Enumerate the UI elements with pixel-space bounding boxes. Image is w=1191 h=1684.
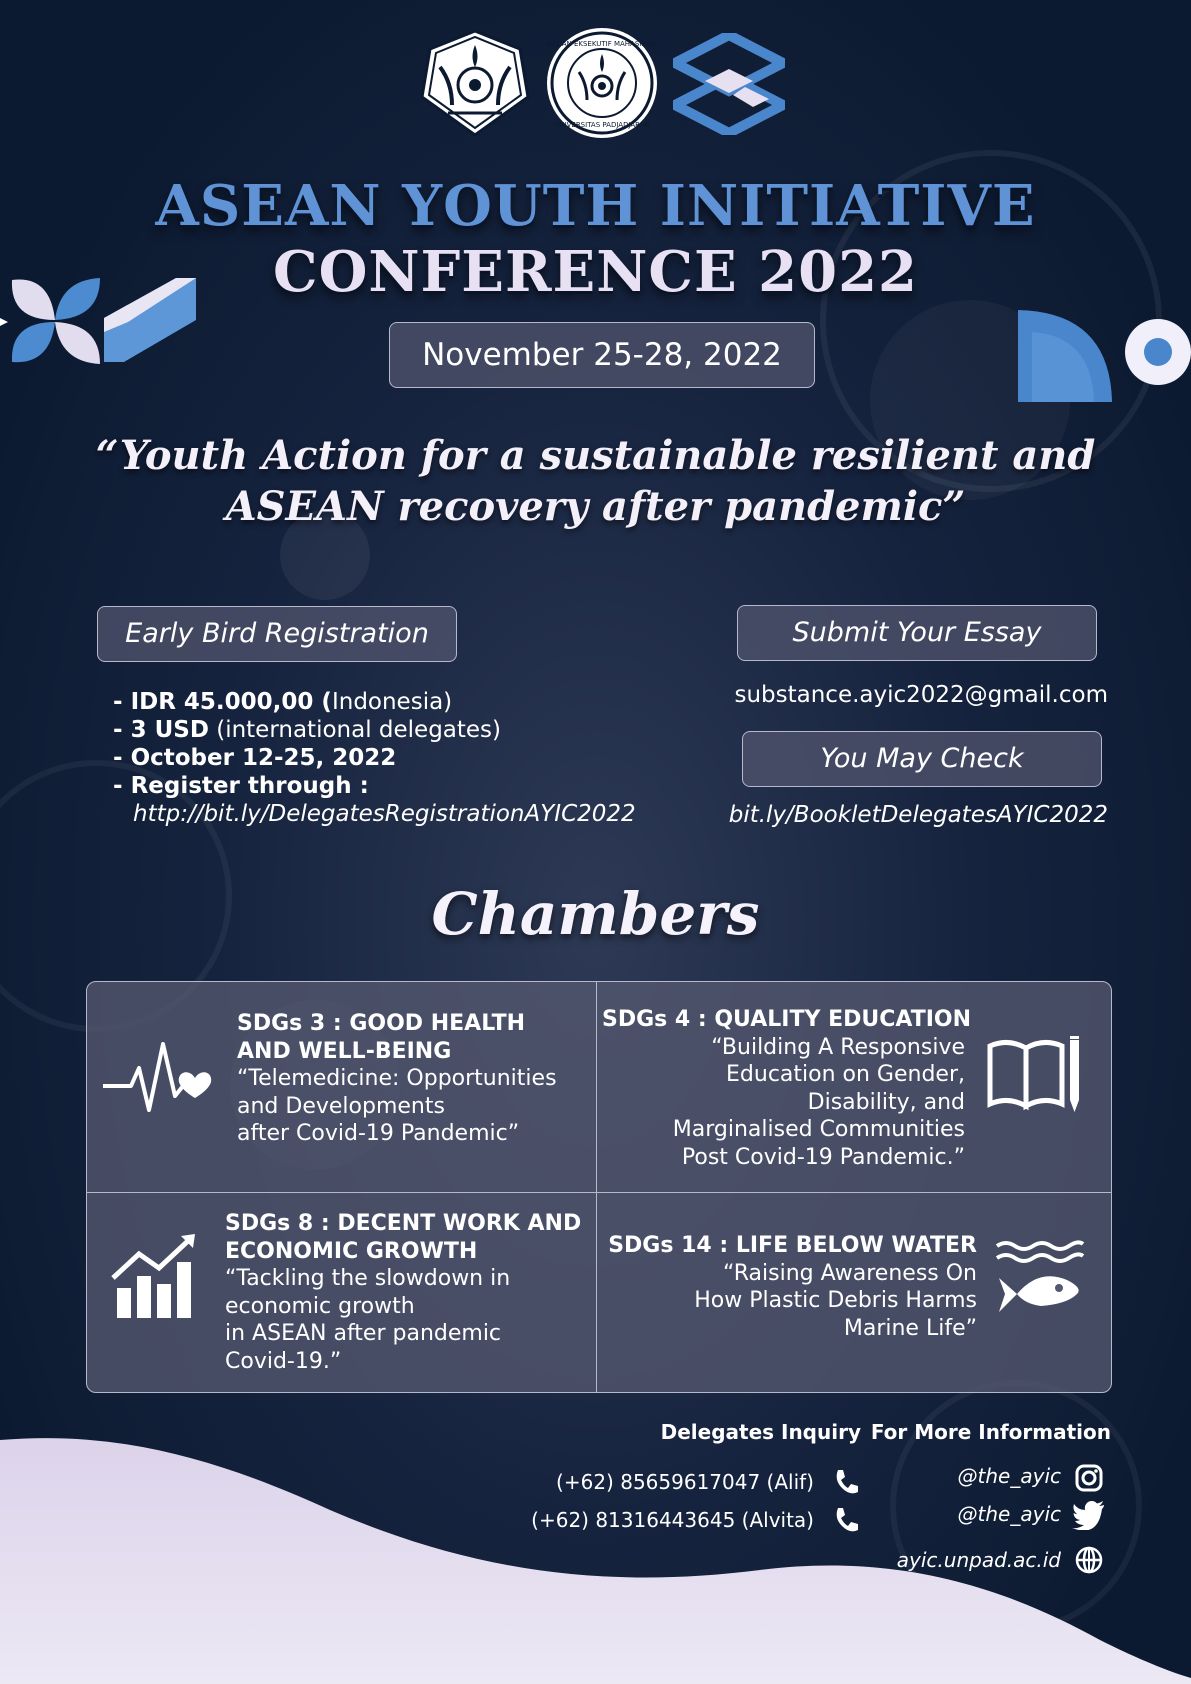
event-date-badge: November 25-28, 2022	[389, 322, 815, 388]
fish-waves-icon	[995, 1238, 1085, 1318]
ayic-logo	[673, 33, 785, 135]
grid-divider-horizontal	[87, 1192, 1111, 1193]
fee-usd-line: - 3 USD (international delegates)	[113, 717, 502, 743]
phone-icon	[832, 1506, 860, 1534]
bem-unpad-seal	[545, 26, 659, 140]
grid-divider-vertical	[596, 982, 597, 1392]
decor-quarter-circle	[1016, 308, 1191, 404]
chamber-sdg14	[608, 1232, 977, 1342]
chamber-topic: “Raising Awareness On	[723, 1260, 977, 1286]
chamber-heading: SDGs 4 : QUALITY EDUCATION	[602, 1007, 971, 1032]
chamber-topic: Marginalised Communities	[672, 1117, 965, 1142]
chamber-topic: Education on Gender,	[726, 1062, 965, 1087]
early-bird-label: Early Bird Registration	[97, 606, 457, 662]
svg-text:BADAN EKSEKUTIF MAHASISWA: BADAN EKSEKUTIF MAHASISWA	[546, 40, 658, 48]
contact-alif[interactable]: (+62) 85659617047 (Alif)	[556, 1470, 814, 1494]
booklet-link[interactable]: bit.ly/BookletDelegatesAYIC2022	[728, 802, 1108, 828]
book-pencil-icon	[986, 1034, 1086, 1114]
chambers-heading: Chambers	[431, 880, 760, 948]
fee-idr-line: - IDR 45.000,00 (Indonesia)	[113, 689, 453, 715]
registration-details	[113, 688, 636, 828]
chamber-topic: Covid-19.”	[225, 1348, 342, 1374]
growth-chart-icon	[111, 1232, 197, 1318]
phone-icon	[832, 1468, 860, 1496]
register-through-line: - Register through :	[113, 773, 369, 799]
chambers-grid	[86, 981, 1112, 1393]
period-line: - October 12-25, 2022	[113, 745, 397, 771]
chamber-topic: “Building A Responsive	[711, 1034, 965, 1060]
tagline-line-1: “Youth Action for a sustainable resilient and	[95, 432, 1096, 479]
instagram-handle[interactable]: @the_ayic	[957, 1464, 1061, 1488]
title-line-2: CONFERENCE 2022	[273, 239, 918, 305]
essay-email-link[interactable]: substance.ayic2022@gmail.com	[734, 682, 1108, 708]
globe-icon	[1074, 1545, 1104, 1575]
contact-alvita[interactable]: (+62) 81316443645 (Alvita)	[531, 1508, 814, 1532]
website-link[interactable]: ayic.unpad.ac.id	[896, 1548, 1061, 1572]
more-info-heading: For More Information	[870, 1420, 1111, 1444]
chamber-heading: ECONOMIC GROWTH	[225, 1238, 478, 1264]
twitter-handle[interactable]: @the_ayic	[957, 1502, 1061, 1526]
chamber-topic: How Plastic Debris Harms	[694, 1288, 977, 1313]
chamber-sdg3	[237, 1010, 557, 1148]
registration-url-link[interactable]: http://bit.ly/DelegatesRegistrationAYIC2022	[133, 801, 636, 827]
submit-essay-label: Submit Your Essay	[737, 605, 1097, 661]
title-line-1: ASEAN YOUTH INITIATIVE	[155, 173, 1036, 239]
chamber-topic: in ASEAN after pandemic	[225, 1321, 502, 1346]
chamber-topic: “Tackling the slowdown in	[225, 1266, 511, 1291]
heartbeat-icon	[103, 1038, 215, 1122]
chamber-heading: SDGs 14 : LIFE BELOW WATER	[608, 1233, 977, 1258]
delegates-inquiry-heading: Delegates Inquiry	[660, 1420, 861, 1444]
chamber-topic: Marine Life”	[843, 1315, 977, 1341]
chamber-heading: AND WELL-BEING	[237, 1038, 452, 1064]
you-may-check-label: You May Check	[742, 731, 1102, 787]
chamber-heading: SDGs 8 : DECENT WORK AND	[225, 1211, 582, 1236]
chamber-heading: SDGs 3 : GOOD HEALTH	[237, 1011, 525, 1036]
chamber-topic: Disability, and	[807, 1089, 965, 1115]
chamber-topic: Post Covid-19 Pandemic.”	[681, 1144, 965, 1170]
chamber-topic: “Telemedicine: Opportunities	[237, 1066, 557, 1091]
unpad-logo	[418, 27, 532, 139]
tagline-line-2: ASEAN recovery after pandemic”	[225, 483, 966, 530]
svg-text:UNIVERSITAS PADJADJARAN: UNIVERSITAS PADJADJARAN	[554, 121, 650, 129]
chamber-topic: and Developments	[237, 1093, 445, 1119]
chamber-topic: after Covid-19 Pandemic”	[237, 1121, 520, 1146]
instagram-icon	[1074, 1463, 1104, 1493]
chamber-sdg4	[602, 1006, 971, 1171]
chamber-sdg8	[225, 1210, 581, 1375]
chamber-topic: economic growth	[225, 1293, 415, 1319]
twitter-icon	[1072, 1500, 1106, 1530]
